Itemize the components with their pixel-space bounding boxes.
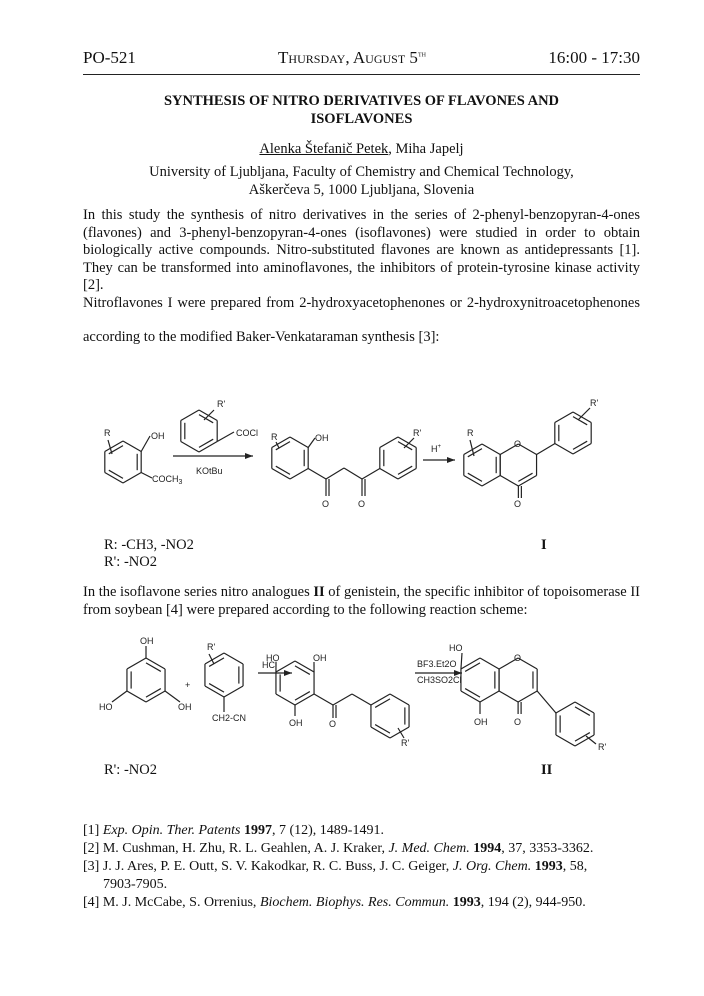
ref-details: , 58, (562, 859, 588, 874)
ring-bond (380, 469, 398, 480)
double-bond (295, 666, 310, 675)
bond (217, 432, 234, 442)
bond (362, 469, 380, 480)
session-day-text: Thursday, August 5 (278, 48, 418, 67)
presenting-author: Alenka Štefanič Petek (259, 141, 389, 157)
ring-bond (224, 653, 243, 664)
oh-label: OH (474, 717, 488, 727)
o-label: O (358, 499, 366, 509)
arrow-head (245, 453, 253, 459)
oh-label: OH (178, 702, 192, 712)
ring-bond (555, 444, 573, 455)
ring-bond (390, 694, 409, 705)
ref-details: , 194 (2), 944-950. (480, 895, 586, 910)
ref-details: , 7 (12), 1489-1491. (271, 823, 384, 838)
bond (141, 436, 150, 452)
bond (537, 444, 555, 455)
bond (308, 438, 315, 448)
ring-o-label: O (514, 439, 522, 449)
arrow-head (447, 457, 455, 463)
ring-bond (556, 735, 575, 746)
ho-label: HO (266, 653, 280, 663)
ring-bond (123, 441, 141, 452)
plus-sign: + (185, 680, 191, 690)
ch2cn-label: CH2-CN (212, 713, 247, 723)
ring-bond (146, 658, 165, 669)
para2-line-2: from soybean [4] were prepared according to the following reaction scheme: (83, 602, 528, 618)
ref-number: [1] (83, 823, 103, 838)
ref-authors: J. J. Ares, P. E. Outt, S. V. Kakodkar, R. C. Buss, J. C. Geiger, (102, 859, 453, 874)
substituent-bond (470, 440, 474, 456)
o-label: O (329, 719, 337, 729)
ref-journal: Exp. Opin. Ther. Patents (102, 823, 241, 838)
ring-bond (482, 476, 500, 487)
ring-bond (480, 691, 499, 702)
ref-authors: M. Cushman, H. Zhu, R. L. Geahlen, A. J. Kraker, (102, 841, 389, 856)
ring-bond (573, 412, 591, 423)
substituent-rprime: R': -NO2 (104, 554, 157, 570)
double-bond (398, 442, 412, 450)
rprime-label: R' (590, 398, 599, 408)
ref-journal: J. Med. Chem. (388, 841, 470, 856)
ref-authors: M. J. McCabe, S. Orrenius, (102, 895, 260, 910)
compound-label-i: I (541, 537, 547, 553)
coch3-sub: 3 (178, 479, 183, 486)
acid-catalyst (431, 444, 442, 454)
oh-label: OH (315, 433, 329, 443)
r-label: R (271, 432, 278, 442)
co-authors: , Miha Japelj (388, 141, 464, 157)
para1-line: biologically active compounds. Nitro-substituted flavones are known as antidepressants [1]. (83, 242, 640, 258)
ring-bond (380, 437, 398, 448)
reference-3 (83, 858, 643, 894)
ring-bond (518, 691, 537, 702)
acid-plus: + (437, 444, 442, 450)
double-bond (465, 689, 480, 698)
o-label: O (514, 499, 522, 509)
ref-number: [4] (83, 895, 103, 910)
ring-bond (127, 658, 146, 669)
bond (461, 653, 462, 669)
ref-year: 1993 (452, 895, 481, 910)
coch3-label (152, 474, 183, 486)
rprime-label: R' (401, 738, 410, 748)
rprime-label: R' (598, 742, 607, 752)
oh-label: OH (313, 653, 327, 663)
ref-year: 1997 (243, 823, 272, 838)
bond (537, 691, 556, 713)
ring-bond (146, 691, 165, 702)
ring-bond (205, 653, 224, 664)
ring-bond (518, 444, 536, 455)
affiliation-line-2: Aškerčeva 5, 1000 Ljubljana, Slovenia (248, 182, 475, 198)
ring-bond (371, 694, 390, 705)
ho-label: HO (99, 702, 113, 712)
para1-line: (flavones) and 3-phenyl-benzopyran-4-ones (isoflavones) were studied in order to obtain (83, 225, 640, 241)
day-superscript: th (417, 48, 426, 59)
ring-bond (461, 658, 480, 669)
r-label: R (104, 428, 111, 438)
bond (344, 468, 362, 479)
ring-bond (555, 412, 573, 423)
ring-bond (371, 727, 390, 738)
rprime-label: R' (413, 428, 422, 438)
double-bond (199, 439, 213, 447)
double-bond (209, 684, 224, 693)
bond (314, 694, 333, 705)
ref-journal: Biochem. Biophys. Res. Commun. (259, 895, 450, 910)
ring-bond (199, 442, 217, 453)
ring-bond (276, 694, 295, 705)
ref-number: [2] (83, 841, 103, 856)
bond (112, 691, 127, 702)
rprime-label: R' (217, 399, 226, 409)
ring-bond (123, 473, 141, 484)
ring-bond (290, 469, 308, 480)
ring-bond (105, 473, 123, 484)
ring-bond (461, 691, 480, 702)
ring-bond (224, 686, 243, 697)
affiliation-line-1: University of Ljubljana, Faculty of Chemistry and Chemical Technology, (149, 164, 574, 180)
reagent-hcl: HCl (262, 660, 277, 670)
double-bond (518, 473, 532, 481)
o-label: O (322, 499, 330, 509)
para1-line: They can be transformed into aminoflavones, the inhibitors of protein-tyrosine kinase activity (83, 260, 640, 276)
substituent-bond (108, 440, 112, 454)
double-bond (109, 470, 123, 478)
ring-bond (295, 661, 314, 672)
arrow-head (284, 670, 292, 676)
double-bond (276, 466, 290, 474)
ref-details: , 37, 3353-3362. (501, 841, 594, 856)
para1-line: [2]. (83, 277, 104, 293)
ref-year: 1994 (473, 841, 502, 856)
ring-bond (290, 437, 308, 448)
bond (333, 694, 352, 705)
bond-lines (105, 408, 596, 746)
substituent-bond (204, 410, 214, 420)
para1-line: Nitroflavones I were prepared from 2-hydroxyacetophenones or 2-hydroxynitroacetophenones (83, 295, 640, 311)
bond (165, 691, 180, 702)
reference-1 (83, 822, 643, 840)
double-bond (575, 707, 590, 716)
ring-bond (295, 694, 314, 705)
title-line-1: SYNTHESIS OF NITRO DERIVATIVES OF FLAVONES AND (163, 93, 560, 109)
ring-bond (500, 476, 518, 487)
ring-bond (464, 476, 482, 487)
ref-journal: J. Org. Chem. (452, 859, 532, 874)
compound-label-ii: II (541, 762, 553, 778)
reagent-bf3: BF3.Et2O (417, 659, 457, 669)
para1-line: In this study the synthesis of nitro derivatives in the series of 2-phenyl-benzopyran-4-ones (83, 207, 640, 223)
r-label: R (467, 428, 474, 438)
ring-bond (105, 441, 123, 452)
substituent-rprime: R': -NO2 (104, 762, 157, 778)
o-label: O (514, 717, 522, 727)
ring-bond (480, 658, 499, 669)
ring-bond (482, 444, 500, 455)
oh-label: OH (151, 431, 165, 441)
coch3-text: COCH (152, 474, 179, 484)
double-bond (375, 699, 390, 708)
ring-bond (499, 691, 518, 702)
para1-line: according to the modified Baker-Venkataraman synthesis [3]: (83, 329, 440, 345)
ho-label: HO (449, 643, 463, 653)
reference-4 (83, 894, 643, 912)
oh-label: OH (289, 718, 303, 728)
double-bond (573, 441, 587, 449)
double-bond (375, 725, 390, 734)
ref-year: 1993 (534, 859, 563, 874)
cocl-label: COCl (236, 428, 258, 438)
para2-text: of genistein, the specific inhibitor of topoisomerase II (324, 584, 640, 600)
abstract-code: PO-521 (83, 48, 136, 67)
ring-bond (398, 469, 416, 480)
ring-bond (181, 410, 199, 421)
para2-line-1 (83, 584, 640, 601)
rprime-label: R' (207, 642, 216, 652)
double-bond (295, 692, 310, 701)
substituent-r: R: -CH3, -NO2 (104, 537, 194, 553)
ring-bond (127, 691, 146, 702)
para2-text: In the isoflavone series nitro analogues (83, 584, 314, 600)
reagent-mscl: CH3SO2Cl (417, 675, 462, 685)
ring-bond (390, 727, 409, 738)
reagent-kotbu: KOtBu (196, 466, 223, 476)
double-bond (146, 663, 161, 672)
session-time: 16:00 - 17:30 (548, 48, 640, 67)
oh-label: OH (140, 636, 154, 646)
double-bond (465, 663, 480, 672)
bond (308, 469, 326, 480)
bond (141, 473, 152, 479)
ring-bond (575, 702, 594, 713)
double-bond (398, 466, 412, 474)
substituent-bond (404, 438, 414, 448)
ring-bond (205, 686, 224, 697)
ref-number: [3] (83, 859, 103, 874)
title-line-2: ISOFLAVONES (310, 111, 413, 127)
double-bond (468, 473, 482, 481)
ring-bond (518, 476, 536, 487)
ref-pages: 7903-7905. (103, 877, 168, 892)
double-bond (468, 449, 482, 457)
compound-ref-ii: II (313, 584, 325, 600)
bond (352, 694, 371, 705)
ring-bond (573, 444, 591, 455)
double-bond (146, 689, 161, 698)
ring-bond (181, 442, 199, 453)
ring-bond (272, 469, 290, 480)
acid-h: H (431, 444, 438, 454)
ring-o-label: O (514, 653, 522, 663)
reference-2 (83, 840, 643, 858)
ring-bond (556, 702, 575, 713)
bond (326, 468, 344, 479)
